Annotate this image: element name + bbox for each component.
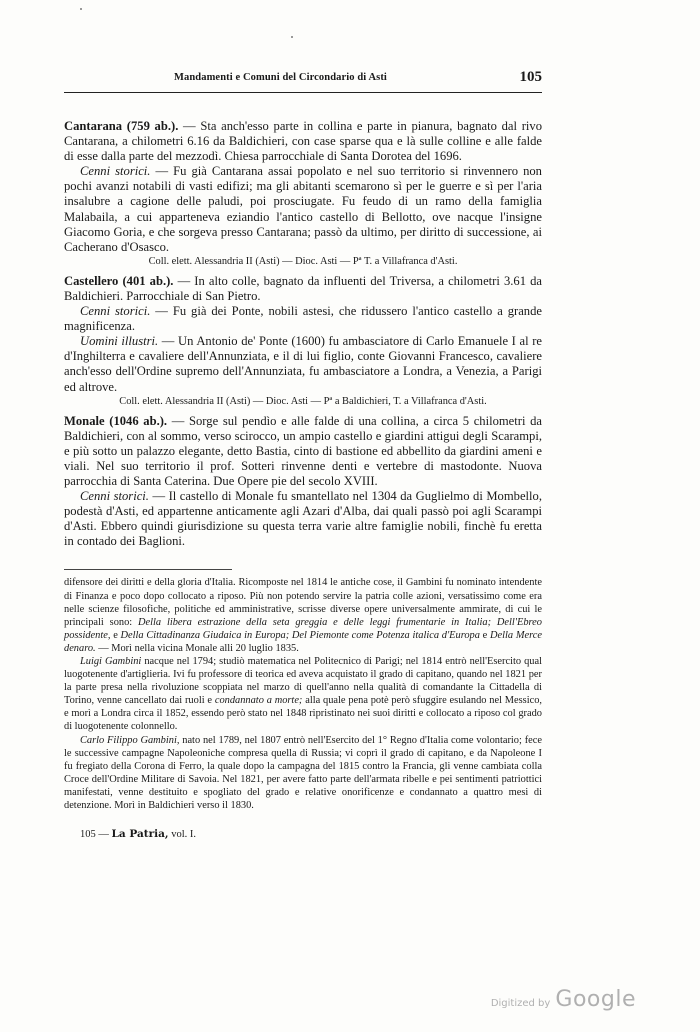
section-label: Cenni storici. bbox=[80, 489, 149, 504]
footnote-text: alla quale pena potè però sfuggire esulando nel Messico, e morì a Londra circa il 1852, essendo però stato nel 1848 ripristinato nei suoi diritti e collocato a riposo col grado di luogotenente colonnello. bbox=[64, 695, 543, 733]
entry-population: (1046 ab.). bbox=[109, 413, 168, 428]
section-text: — Il castello di Monale fu smantellato nel 1304 da Guglielmo di Mombello, podestà d'Asti, ed appartenne anticamente agli Azari d'Alba, dai quali passò poi agli Scarampi d'Asti. Ebbero quindi giurisdizione su questa terra varie altre famiglie nobili, finchè fu eretta in contado dei Baglioni. bbox=[64, 489, 542, 549]
footnote-text: nato nel 1789, nel 1807 entrò nell'Esercito del 1° Regno d'Italia come volontario; fece le successive campagne Napoleoniche compresa quella di Russia; vi coprì il grado di capitano, e da Napoleone I fu fregiato della Corona di Ferro, la quale dopo la campagna del 1815 contro la Francia, gli venne cambiata colla Croce dell'Ordine Militare di Savoia. Nel 1821, per avere fatto parte dell'armata ribelle e pei sentimenti patriottici manifestati, venne destituito e spogliato del grado e relative onorificenze e condannato a quattro mesi di detenzione. Morì in Baldichieri verso il 1830. bbox=[64, 734, 542, 812]
entry-paragraph bbox=[64, 119, 542, 164]
section-paragraph bbox=[64, 334, 542, 394]
footnotes bbox=[64, 576, 542, 812]
page-number: 105 bbox=[519, 69, 542, 85]
footnote-text: e bbox=[110, 629, 121, 641]
section-paragraph bbox=[64, 489, 542, 549]
footnote-italic: Della Merce denaro. bbox=[64, 629, 542, 654]
section-label: Cenni storici. bbox=[80, 304, 151, 319]
footnote-italic: Della libera estrazione della seta greggia e delle leggi frumentarie in Italia; Dell'Ebreo possidente, bbox=[64, 616, 542, 641]
section-label: Cenni storici. bbox=[80, 164, 151, 179]
google-logo: Google bbox=[555, 987, 636, 1012]
signature-volume: vol. I. bbox=[168, 829, 197, 841]
entry-paragraph bbox=[64, 274, 542, 304]
scan-speck bbox=[80, 8, 82, 10]
entry-paragraph bbox=[64, 414, 542, 489]
section-paragraph bbox=[64, 164, 542, 255]
signature-dash: — bbox=[95, 829, 112, 841]
page bbox=[64, 70, 542, 840]
footnote-italic: condannato a morte; bbox=[214, 695, 303, 707]
footnote-paragraph bbox=[64, 655, 542, 734]
printer-signature bbox=[64, 828, 542, 840]
entry-name: Cantarana bbox=[64, 119, 123, 133]
footnote-italic: Della Cittadinanza Giudaica in Europa; Del Piemonte come Potenza italica d'Europa bbox=[120, 629, 480, 641]
header-title: Mandamenti e Comuni del Circondario di Asti bbox=[174, 72, 387, 83]
scan-speck bbox=[291, 36, 293, 38]
entry-name: Castellero bbox=[64, 273, 119, 288]
entry-castellero bbox=[64, 274, 542, 408]
entry-text: — In alto colle, bagnato da influenti del Triversa, a chilometri 3.61 da Baldichieri. Parrocchiale di San Pietro. bbox=[64, 273, 543, 303]
footnote-text: difensore dei diritti e della gloria d'Italia. Ricomposte nel 1814 le antiche cose, il Gambini fu nominato intendente di Finanza e poco dopo collocato a riposo. Più non potendo servire la patria colle azioni, versatissimo come era nelle scienze filosofiche, politiche ed amministrative, scrisse diverse opere universalmente ammirate, di cui le principali sono: bbox=[64, 577, 542, 628]
signature-title: La Patria, bbox=[111, 828, 169, 841]
section-text: — Un Antonio de' Ponte (1600) fu ambasciatore di Carlo Emanuele I al re d'Inghilterra e cavaliere dell'Annunziata, e il di lui figlio, conte Giovanni Francesco, cavaliere anch'esso dell'Ordine supremo dell'Annunziata, fu ambasciatore a Londra, a Venezia, a Parigi ed altrove. bbox=[64, 334, 542, 394]
entry-name: Monale bbox=[64, 413, 105, 428]
entry-population: (401 ab.). bbox=[122, 273, 174, 288]
footnote-text: e bbox=[479, 629, 491, 641]
electoral-note: Coll. elett. Alessandria II (Asti) — Dioc. Asti — Pª a Baldichieri, T. a Villafranca d'Asti. bbox=[119, 395, 487, 407]
entry-cantarana bbox=[64, 119, 542, 268]
footnote-rule bbox=[64, 569, 232, 570]
footnote-person: Luigi Gambini bbox=[80, 656, 142, 667]
section-label: Uomini illustri. bbox=[80, 334, 159, 349]
entry-text: — Sorge sul pendìo e alle falde di una collina, a circa 5 chilometri da Baldichieri, con al sommo, verso scirocco, un ampio castello e giardini attigui degli Scarampi, e più sotto un palazzo elegante, detto Bastia, cinto di bastione ed abbellito da giardini ameni e viali. Nel suo territorio il prof. Sotteri rinvenne denti e vertebre di mastodonte. Nuova parrocchia di Santa Caterina. Due Opere pie del secolo XVIII. bbox=[64, 413, 543, 488]
watermark-prefix: Digitized by bbox=[490, 998, 551, 1009]
footnote-text: nacque nel 1794; studiò matematica nel Politecnico di Parigi; nel 1814 entrò nell'Esercito qual luogotenente d'artiglieria. Ivi fu professore di teorica ed aveva acquistato il grado di capitano, quando nel 1821 per la parte presa nella rivoluzione scoppiata nel marzo di quell'anno nella qualità di comandante la Cittadella di Torino, venne cancellato dai ruoli e bbox=[64, 656, 542, 707]
section-text: — Fu già dei Ponte, nobili astesi, che ridussero l'antico castello a grande magnificenza. bbox=[64, 304, 542, 334]
footnote-paragraph bbox=[64, 576, 542, 655]
entry-text: — Sta anch'esso parte in collina e parte in pianura, bagnato dal rivo Cantarana, a chilometri 6.16 da Baldichieri, con case sparse qua e là sulle colline e alle falde di esse dalla parte del mezzodì. Chiesa parrocchiale di Santa Dorotea del 1696. bbox=[64, 119, 543, 164]
entry-monale bbox=[64, 414, 542, 550]
body-text bbox=[64, 119, 542, 549]
running-header bbox=[64, 70, 542, 93]
footnote-paragraph bbox=[64, 734, 542, 813]
footnote-text: — Morì nella vicina Monale alli 20 luglio 1835. bbox=[95, 642, 299, 654]
section-paragraph bbox=[64, 304, 542, 334]
electoral-note: Coll. elett. Alessandria II (Asti) — Dioc. Asti — Pª T. a Villafranca d'Asti. bbox=[148, 255, 458, 267]
footnote-person: Carlo Filippo Gambini, bbox=[80, 734, 180, 746]
section-text: — Fu già Cantarana assai popolato e nel suo territorio si rinvennero non pochi avanzi notabili di vasti edifizi; ma gli abitanti scemarono sì per le guerre e sì per l'aria insalubre a cagione delle paludi, poi prosciugate. Fu feudo di un ramo della famiglia Malabaila, a cui apparteneva eziandio l'antico castello di Bellotto, ove nacque l'insigne Giacomo Goria, e che sorgeva presso Cantarana; passò da ultimo, per diritto di successione, ai Cacherano d'Osasco. bbox=[64, 164, 542, 254]
entry-population: (759 ab.). bbox=[126, 119, 179, 133]
signature-number: 105 bbox=[80, 829, 96, 841]
google-watermark bbox=[491, 987, 636, 1012]
